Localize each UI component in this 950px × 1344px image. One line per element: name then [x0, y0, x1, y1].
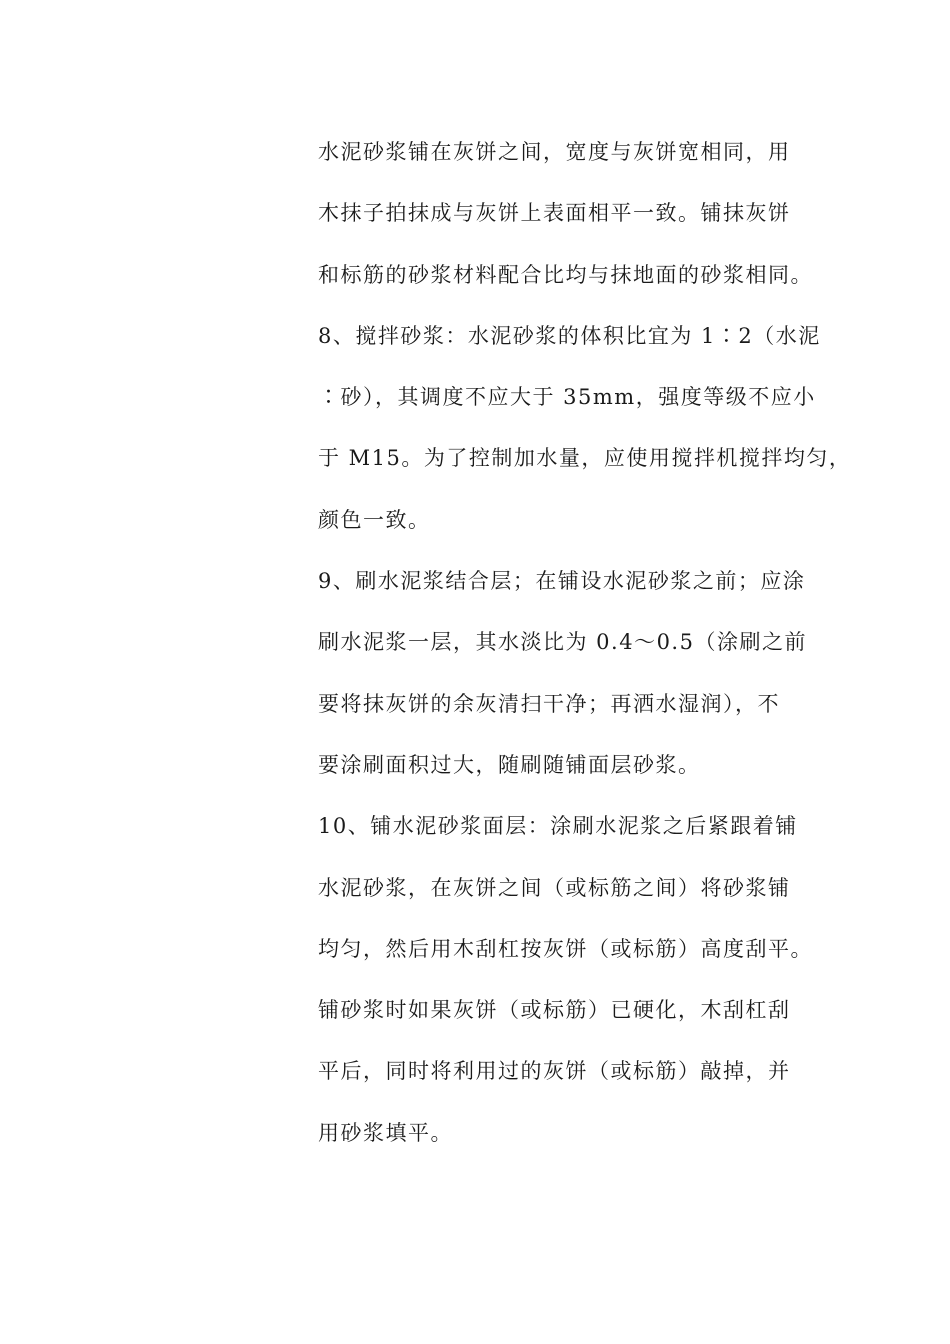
text-line: 均匀，然后用木刮杠按灰饼（或标筋）高度刮平。 — [318, 936, 813, 961]
text-line: 和标筋的砂浆材料配合比均与抹地面的砂浆相同。 — [318, 262, 813, 287]
text-line: 木抹子拍抹成与灰饼上表面相平一致。铺抹灰饼 — [318, 201, 791, 226]
body-text — [318, 136, 878, 1178]
text-line: 要将抹灰饼的余灰清扫干净；再洒水湿润），不 — [318, 691, 780, 716]
text-line: 10、铺水泥砂浆面层：涂刷水泥浆之后紧跟着铺 — [318, 814, 798, 839]
text-line: 9、刷水泥浆结合层；在铺设水泥砂浆之前；应涂 — [318, 569, 806, 594]
text-line: 颜色一致。 — [318, 507, 431, 532]
text-line: 铺砂浆时如果灰饼（或标筋）已硬化，木刮杠刮 — [318, 998, 791, 1023]
text-line: 用砂浆填平。 — [318, 1120, 453, 1145]
text-line: 8、搅拌砂浆：水泥砂浆的体积比宜为 1∶2（水泥 — [318, 323, 821, 348]
text-line: 要涂刷面积过大，随刷随铺面层砂浆。 — [318, 752, 701, 777]
text-line: 于 M15。为了控制加水量，应使用搅拌机搅拌均匀， — [318, 446, 852, 471]
text-line: 平后，同时将利用过的灰饼（或标筋）敲掉，并 — [318, 1059, 791, 1084]
text-line: 水泥砂浆，在灰饼之间（或标筋之间）将砂浆铺 — [318, 875, 791, 900]
text-line: 刷水泥浆一层，其水淡比为 0.4～0.5（涂刷之前 — [318, 630, 807, 655]
text-line: 水泥砂浆铺在灰饼之间，宽度与灰饼宽相同，用 — [318, 140, 791, 164]
text-line: ∶砂），其调度不应大于 35mm，强度等级不应小 — [318, 385, 816, 410]
